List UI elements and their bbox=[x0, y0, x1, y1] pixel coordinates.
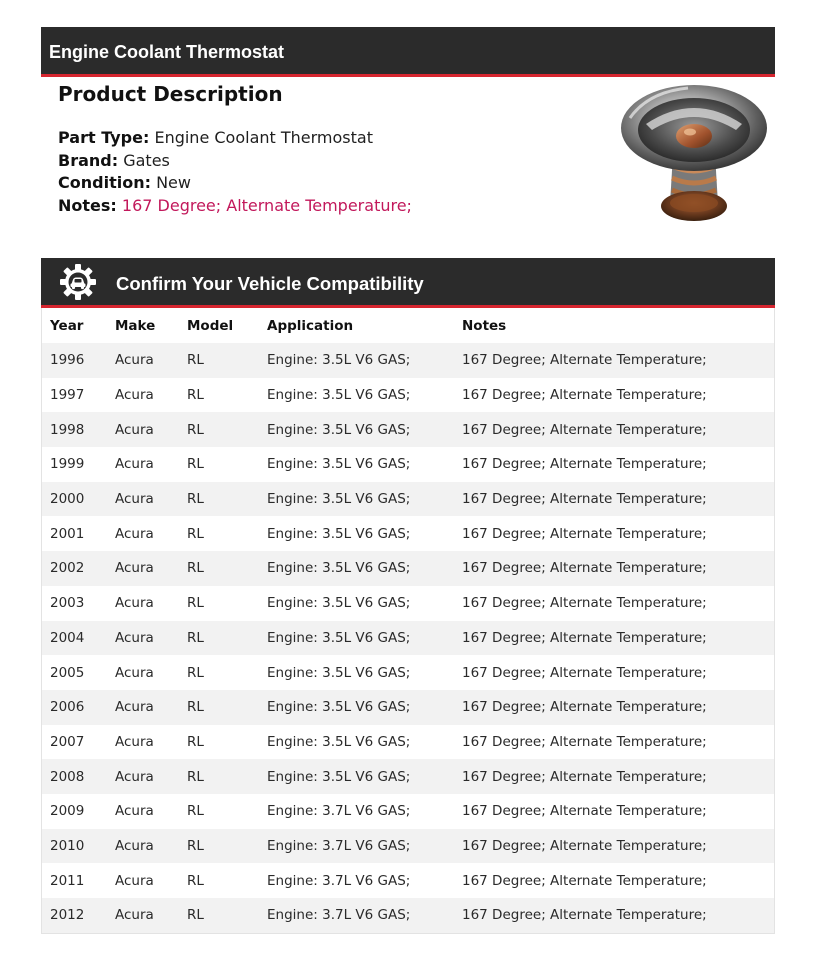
cell-notes: 167 Degree; Alternate Temperature; bbox=[454, 725, 774, 760]
table-row bbox=[42, 412, 774, 447]
cell-model: RL bbox=[179, 621, 259, 656]
cell-notes: 167 Degree; Alternate Temperature; bbox=[454, 516, 774, 551]
cell-year: 2010 bbox=[42, 829, 107, 864]
spec-row-brand bbox=[58, 150, 578, 173]
cell-year: 1996 bbox=[42, 343, 107, 378]
cell-year: 1997 bbox=[42, 378, 107, 413]
cell-notes: 167 Degree; Alternate Temperature; bbox=[454, 829, 774, 864]
cell-notes: 167 Degree; Alternate Temperature; bbox=[454, 343, 774, 378]
cell-year: 2011 bbox=[42, 863, 107, 898]
cell-model: RL bbox=[179, 794, 259, 829]
cell-notes: 167 Degree; Alternate Temperature; bbox=[454, 482, 774, 517]
cell-notes: 167 Degree; Alternate Temperature; bbox=[454, 412, 774, 447]
cell-year: 2008 bbox=[42, 759, 107, 794]
cell-application: Engine: 3.7L V6 GAS; bbox=[259, 829, 454, 864]
spec-row-condition bbox=[58, 172, 578, 195]
column-header-model: Model bbox=[179, 308, 259, 343]
column-header-application: Application bbox=[259, 308, 454, 343]
cell-year: 2012 bbox=[42, 898, 107, 933]
gear-car-icon bbox=[59, 263, 97, 301]
cell-make: Acura bbox=[107, 412, 179, 447]
spec-value: New bbox=[156, 173, 191, 192]
cell-notes: 167 Degree; Alternate Temperature; bbox=[454, 898, 774, 933]
cell-model: RL bbox=[179, 655, 259, 690]
spec-value: Gates bbox=[123, 150, 170, 170]
cell-application: Engine: 3.5L V6 GAS; bbox=[259, 516, 454, 551]
compatibility-table-container bbox=[41, 308, 775, 934]
cell-make: Acura bbox=[107, 551, 179, 586]
cell-model: RL bbox=[179, 759, 259, 794]
table-row bbox=[42, 516, 774, 551]
spec-label: Notes: bbox=[58, 195, 117, 215]
cell-make: Acura bbox=[107, 655, 179, 690]
cell-application: Engine: 3.5L V6 GAS; bbox=[259, 378, 454, 413]
spec-row-notes bbox=[58, 195, 578, 218]
cell-model: RL bbox=[179, 586, 259, 621]
cell-make: Acura bbox=[107, 621, 179, 656]
product-title: Engine Coolant Thermostat bbox=[49, 42, 285, 62]
cell-year: 2006 bbox=[42, 690, 107, 725]
table-row bbox=[42, 655, 774, 690]
cell-model: RL bbox=[179, 725, 259, 760]
cell-model: RL bbox=[179, 412, 259, 447]
cell-make: Acura bbox=[107, 829, 179, 864]
cell-application: Engine: 3.5L V6 GAS; bbox=[259, 655, 454, 690]
table-row bbox=[42, 551, 774, 586]
cell-model: RL bbox=[179, 516, 259, 551]
cell-make: Acura bbox=[107, 898, 179, 933]
cell-year: 2003 bbox=[42, 586, 107, 621]
cell-year: 2004 bbox=[42, 621, 107, 656]
compatibility-title: Confirm Your Vehicle Compatibility bbox=[116, 273, 424, 294]
spec-label: Condition: bbox=[58, 173, 151, 192]
column-header-year: Year bbox=[42, 308, 107, 343]
cell-model: RL bbox=[179, 898, 259, 933]
cell-notes: 167 Degree; Alternate Temperature; bbox=[454, 759, 774, 794]
table-row bbox=[42, 829, 774, 864]
cell-model: RL bbox=[179, 378, 259, 413]
cell-model: RL bbox=[179, 829, 259, 864]
cell-notes: 167 Degree; Alternate Temperature; bbox=[454, 863, 774, 898]
cell-application: Engine: 3.5L V6 GAS; bbox=[259, 725, 454, 760]
table-row bbox=[42, 378, 774, 413]
product-spec-list bbox=[58, 127, 578, 217]
cell-notes: 167 Degree; Alternate Temperature; bbox=[454, 690, 774, 725]
cell-notes: 167 Degree; Alternate Temperature; bbox=[454, 551, 774, 586]
product-title-bar bbox=[41, 27, 775, 77]
cell-make: Acura bbox=[107, 725, 179, 760]
table-row bbox=[42, 898, 774, 933]
cell-notes: 167 Degree; Alternate Temperature; bbox=[454, 378, 774, 413]
cell-application: Engine: 3.5L V6 GAS; bbox=[259, 621, 454, 656]
cell-notes: 167 Degree; Alternate Temperature; bbox=[454, 621, 774, 656]
cell-year: 2002 bbox=[42, 551, 107, 586]
table-row bbox=[42, 725, 774, 760]
cell-notes: 167 Degree; Alternate Temperature; bbox=[454, 794, 774, 829]
cell-make: Acura bbox=[107, 378, 179, 413]
cell-model: RL bbox=[179, 551, 259, 586]
cell-notes: 167 Degree; Alternate Temperature; bbox=[454, 655, 774, 690]
table-row bbox=[42, 863, 774, 898]
cell-make: Acura bbox=[107, 343, 179, 378]
cell-make: Acura bbox=[107, 516, 179, 551]
table-row bbox=[42, 621, 774, 656]
table-row bbox=[42, 447, 774, 482]
cell-make: Acura bbox=[107, 586, 179, 621]
cell-make: Acura bbox=[107, 690, 179, 725]
table-body bbox=[42, 343, 774, 933]
cell-model: RL bbox=[179, 447, 259, 482]
cell-year: 2000 bbox=[42, 482, 107, 517]
spec-label: Part Type: bbox=[58, 128, 150, 147]
table-row bbox=[42, 794, 774, 829]
compatibility-table bbox=[42, 308, 774, 933]
thermostat-product-image bbox=[618, 84, 770, 224]
table-header-row bbox=[42, 308, 774, 343]
spec-value-notes: 167 Degree; Alternate Temperature; bbox=[121, 195, 412, 215]
cell-notes: 167 Degree; Alternate Temperature; bbox=[454, 586, 774, 621]
cell-model: RL bbox=[179, 690, 259, 725]
cell-make: Acura bbox=[107, 482, 179, 517]
cell-make: Acura bbox=[107, 863, 179, 898]
cell-application: Engine: 3.5L V6 GAS; bbox=[259, 343, 454, 378]
spec-row-part-type bbox=[58, 127, 578, 150]
spec-value: Engine Coolant Thermostat bbox=[154, 128, 373, 147]
cell-year: 2007 bbox=[42, 725, 107, 760]
cell-application: Engine: 3.5L V6 GAS; bbox=[259, 551, 454, 586]
product-description-heading: Product Description bbox=[58, 82, 283, 106]
cell-application: Engine: 3.7L V6 GAS; bbox=[259, 863, 454, 898]
cell-notes: 167 Degree; Alternate Temperature; bbox=[454, 447, 774, 482]
cell-make: Acura bbox=[107, 447, 179, 482]
cell-application: Engine: 3.5L V6 GAS; bbox=[259, 447, 454, 482]
cell-model: RL bbox=[179, 343, 259, 378]
table-row bbox=[42, 690, 774, 725]
table-row bbox=[42, 343, 774, 378]
cell-application: Engine: 3.7L V6 GAS; bbox=[259, 794, 454, 829]
cell-model: RL bbox=[179, 863, 259, 898]
cell-application: Engine: 3.5L V6 GAS; bbox=[259, 412, 454, 447]
spec-label: Brand: bbox=[58, 150, 119, 170]
cell-make: Acura bbox=[107, 794, 179, 829]
cell-year: 1998 bbox=[42, 412, 107, 447]
column-header-make: Make bbox=[107, 308, 179, 343]
cell-application: Engine: 3.5L V6 GAS; bbox=[259, 690, 454, 725]
column-header-notes: Notes bbox=[454, 308, 774, 343]
cell-application: Engine: 3.5L V6 GAS; bbox=[259, 482, 454, 517]
cell-application: Engine: 3.5L V6 GAS; bbox=[259, 759, 454, 794]
table-row bbox=[42, 759, 774, 794]
cell-year: 2005 bbox=[42, 655, 107, 690]
thermostat-illustration bbox=[618, 84, 770, 224]
cell-application: Engine: 3.5L V6 GAS; bbox=[259, 586, 454, 621]
cell-make: Acura bbox=[107, 759, 179, 794]
cell-year: 1999 bbox=[42, 447, 107, 482]
cell-year: 2009 bbox=[42, 794, 107, 829]
cell-model: RL bbox=[179, 482, 259, 517]
cell-application: Engine: 3.7L V6 GAS; bbox=[259, 898, 454, 933]
compatibility-header-bar bbox=[41, 258, 775, 308]
table-row bbox=[42, 482, 774, 517]
cell-year: 2001 bbox=[42, 516, 107, 551]
table-row bbox=[42, 586, 774, 621]
